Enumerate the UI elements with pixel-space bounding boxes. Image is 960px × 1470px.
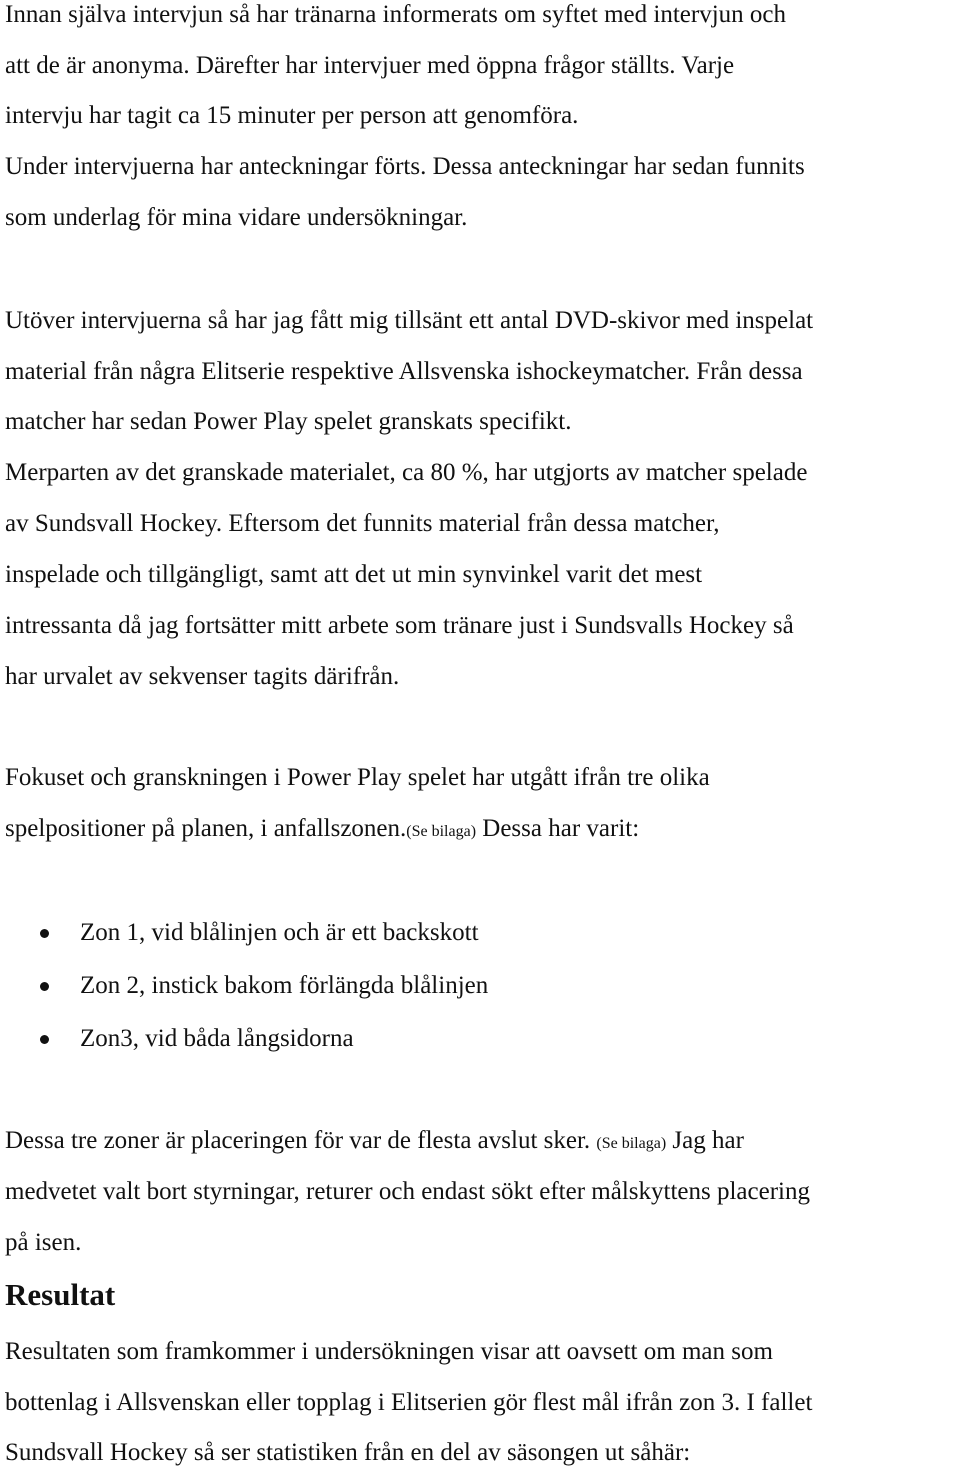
text-line: inspelade och tillgängligt, samt att det ut min synvinkel varit det mest [5,561,703,588]
bullet-icon [40,929,49,938]
text-line: Resultaten som framkommer i undersökningen visar att oavsett om man som [5,1338,773,1365]
list-item-text: Zon3, vid båda långsidorna [80,1025,354,1052]
text-line: Utöver intervjuerna så har jag fått mig tillsänt ett antal DVD-skivor med inspelat [5,307,814,334]
text-line: material från några Elitserie respektive Allsvenska ishockeymatcher. Från dessa [5,358,803,385]
text-segment: Dessa tre zoner är placeringen för var de flesta avslut sker. [5,1127,597,1154]
text-segment: Jag har [666,1127,744,1154]
text-line: på isen. [5,1229,82,1256]
text-segment: spelpositioner på planen, i anfallszonen. [5,815,407,842]
section-heading: Resultat [5,1277,116,1312]
text-line [5,814,639,847]
text-line: medvetet valt bort styrningar, returer och endast sökt efter målskyttens placering [5,1178,810,1205]
text-line: intressanta då jag fortsätter mitt arbete som tränare just i Sundsvalls Hockey så [5,612,794,639]
appendix-note: (Se bilaga) [406,823,477,840]
text-line: Merparten av det granskade materialet, ca 80 %, har utgjorts av matcher spelade [5,459,808,486]
text-line: har urvalet av sekvenser tagits därifrån. [5,663,400,690]
text-line: matcher har sedan Power Play spelet granskats specifikt. [5,408,572,435]
bullet-icon [40,1035,49,1044]
list-item-text: Zon 1, vid blålinjen och är ett backskott [80,919,479,946]
text-line: Fokuset och granskningen i Power Play spelet har utgått ifrån tre olika [5,764,710,791]
text-line [5,1126,744,1159]
text-line: som underlag för mina vidare undersökningar. [5,204,468,231]
text-line: Sundsvall Hockey så ser statistiken från en del av säsongen ut såhär: [5,1439,691,1466]
bullet-icon [40,982,49,991]
text-segment: Dessa har varit: [476,815,640,842]
text-line: av Sundsvall Hockey. Eftersom det funnits material från dessa matcher, [5,510,720,537]
text-line: intervju har tagit ca 15 minuter per person att genomföra. [5,102,579,129]
appendix-note: (Se bilaga) [596,1135,667,1152]
text-line: Under intervjuerna har anteckningar förts. Dessa anteckningar har sedan funnits [5,153,805,180]
text-line: bottenlag i Allsvenskan eller topplag i Elitserien gör flest mål ifrån zon 3. I fallet [5,1389,813,1416]
text-line: att de är anonyma. Därefter har intervjuer med öppna frågor ställts. Varje [5,52,735,79]
list-item-text: Zon 2, instick bakom förlängda blålinjen [80,972,489,999]
text-line: Innan själva intervjun så har tränarna informerats om syftet med intervjun och [5,1,786,28]
